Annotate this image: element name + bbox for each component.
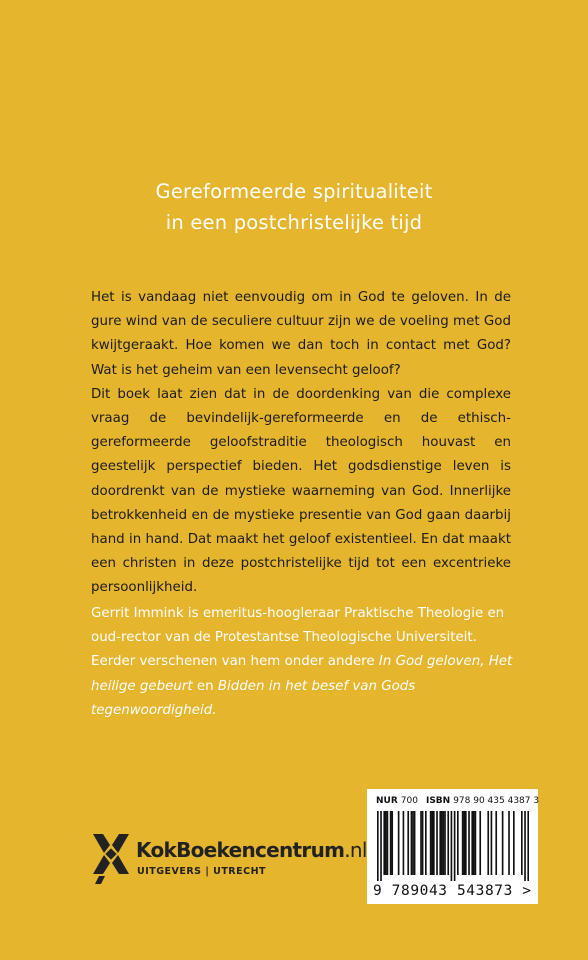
barcode-bar — [443, 811, 445, 875]
barcode-bar — [414, 811, 416, 875]
barcode-bar — [422, 811, 424, 875]
tagline-line-2: in een postchristelijke tijd — [165, 211, 423, 234]
nur-label: NUR — [376, 796, 398, 806]
tagline-line-1: Gereformeerde spiritualiteit — [155, 180, 433, 203]
bio-title-1: In God geloven — [378, 654, 481, 670]
blurb-paragraph-2: Dit boek laat zien dat in de doordenking van die complexe vraag de bevindelijk-gereformeerde en de ethisch-gereformeerde geloofstraditie theologisch houvast en geestelijk perspectief bieden. Het godsdienstige leven is doordrenkt van de mystieke waarneming van God. Innerlijke betrokkenheid en de mystieke presentie van God gaan daarbij hand in hand. Dat maakt het geloof existentieel. En dat maakt een christen in deze postchristelijke tijd tot een excentrieke persoonlijkheid. — [91, 386, 511, 596]
barcode-bar — [420, 811, 422, 875]
barcode-bar — [527, 811, 529, 881]
barcode-bar — [411, 811, 413, 875]
publisher-name — [136, 838, 367, 862]
barcode-bar — [441, 811, 443, 875]
bio-title-2: Het heilige gebeurt — [91, 654, 513, 694]
publisher-logo — [91, 826, 371, 890]
publisher-name-suffix: .nl — [344, 838, 367, 862]
barcode-bar — [398, 811, 400, 875]
barcode-bar — [524, 811, 526, 881]
barcode-bar — [439, 811, 441, 875]
barcode-bar — [454, 811, 456, 881]
barcode-bar — [430, 811, 432, 875]
barcode-bar — [444, 811, 446, 875]
barcode-bar — [433, 811, 435, 875]
barcode-bar — [471, 811, 473, 875]
publisher-name-main: KokBoekencentrum — [136, 838, 345, 862]
bio-title-3: Bidden in het besef van Gods tegenwoordigheid — [91, 678, 416, 718]
author-bio-text — [91, 602, 521, 723]
barcode-bar — [473, 811, 475, 875]
isbn-label: ISBN — [425, 796, 451, 806]
isbn-value: 978 90 435 4387 3 — [453, 796, 540, 806]
barcode-digits: 9 789043 543873 > — [373, 883, 532, 899]
barcode-bar — [463, 811, 465, 875]
bio-end: . — [212, 702, 217, 718]
barcode-bar — [436, 811, 438, 875]
barcode-bar — [487, 811, 489, 875]
barcode-bar — [451, 811, 453, 881]
barcode-bar — [403, 811, 405, 875]
barcode-bar — [462, 811, 464, 875]
barcode-bar — [491, 811, 493, 875]
barcode-bar — [447, 811, 449, 875]
blurb-paragraph-1: Het is vandaag niet eenvoudig om in God te geloven. In de gure wind van de seculiere cultuur zijn we de voeling met God kwijtgeraakt. Hoe komen we dan toch in contact met God? Wat is het geheim van een levensecht geloof? — [91, 290, 511, 378]
publisher-logo-icon — [91, 826, 131, 890]
barcode-bar — [479, 811, 481, 875]
publisher-subtitle: UITGEVERS | UTRECHT — [137, 866, 267, 877]
bio-separator-2: en — [192, 678, 218, 694]
barcode-bar — [407, 811, 409, 875]
barcode-bar — [387, 811, 389, 875]
barcode-bar — [390, 811, 392, 875]
barcode-header — [376, 796, 542, 806]
barcode-bar — [425, 811, 427, 875]
barcode-bar — [468, 811, 470, 875]
barcode-bar — [380, 811, 382, 881]
barcode-bar — [508, 811, 510, 875]
barcode-bar — [513, 811, 515, 875]
barcode-bar — [465, 811, 467, 875]
barcode-bar — [457, 811, 459, 875]
barcode-bar — [502, 811, 504, 875]
author-bio — [91, 602, 521, 723]
barcode — [377, 811, 529, 881]
barcode-bar — [521, 811, 523, 875]
nur-value: 700 — [400, 796, 418, 806]
barcode-bar — [475, 811, 477, 875]
barcode-bar — [391, 811, 393, 875]
barcode-panel — [367, 789, 538, 904]
barcode-bar — [385, 811, 387, 875]
barcode-bar — [412, 811, 414, 875]
bio-separator-1: , — [480, 654, 489, 670]
barcode-bar — [495, 811, 497, 875]
blurb — [91, 286, 511, 601]
tagline — [0, 176, 588, 238]
barcode-bar — [383, 811, 385, 875]
barcode-bar — [431, 811, 433, 875]
bio-intro: Gerrit Immink is emeritus-hoogleraar Praktische Theologie en oud-rector van de Protestantse Theologische Universiteit. Eerder verschenen van hem onder andere — [91, 606, 505, 670]
barcode-bar — [377, 811, 379, 881]
